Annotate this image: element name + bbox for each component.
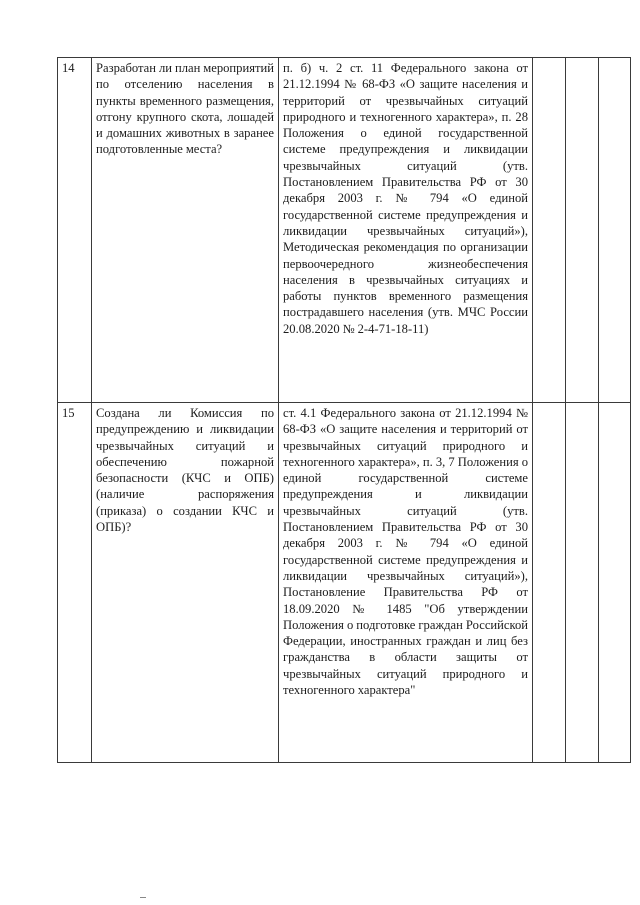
answer-na-cell [599,403,631,763]
row-number: 15 [58,403,92,763]
checklist-table [57,57,631,763]
scan-mark [140,897,146,898]
answer-no-cell [566,58,599,403]
question-cell [92,58,279,403]
question-text: Создана ли Комиссия по предупреждению и ликвидации чрезвычайных ситуаций и обеспечению пожарной безопасности (КЧС и ОПБ) (наличие распоряжения (приказа) о создании КЧС и ОПБ)? [96,406,274,535]
answer-no-cell [566,403,599,763]
legal-basis-text: п. б) ч. 2 ст. 11 Федерального закона от 21.12.1994 № 68-ФЗ «О защите населения и территорий от чрезвычайных ситуаций природного и техногенного характера», п. 28 Положения о единой государственной системе предупреждения и ликвидации чрезвычайных ситуаций (утв. Постановлением Правительства РФ от 30 декабря 2003 г. № 794 «О единой государственной системе предупреждения и ликвидации чрезвычайных ситуаций»), Методическая рекомендация по организации первоочередного жизнеобеспечения населения в чрезвычайных ситуациях и работы пунктов временного размещения пострадавшего населения (утв. МЧС России 20.08.2020 № 2-4-71-18-11) [283,61,528,336]
table-row [58,58,631,403]
answer-yes-cell [533,58,566,403]
table-row [58,403,631,763]
legal-basis-cell [279,58,533,403]
question-text: Разработан ли план мероприятий по отселению населения в пункты временного размещения, отгону крупного скота, лошадей и домашних животных в заранее подготовленные места? [96,61,274,157]
legal-basis-cell [279,403,533,763]
answer-na-cell [599,58,631,403]
answer-yes-cell [533,403,566,763]
question-cell [92,403,279,763]
legal-basis-text: ст. 4.1 Федерального закона от 21.12.1994 № 68-ФЗ «О защите населения и территорий от чрезвычайных ситуаций природного и техногенного характера», п. 3, 7 Положения о единой государственной системе предупреждения и ликвидации чрезвычайных ситуаций (утв. Постановлением Правительства РФ от 30 декабря 2003 г. № 794 «О единой государственной системе предупреждения и ликвидации чрезвычайных ситуаций»), Постановление Правительства РФ от 18.09.2020 № 1485 "Об утверждении Положения о подготовке граждан Российской Федерации, иностранных граждан и лиц без гражданства в области защиты от чрезвычайных ситуаций природного и техногенного характера" [283,406,528,698]
row-number: 14 [58,58,92,403]
